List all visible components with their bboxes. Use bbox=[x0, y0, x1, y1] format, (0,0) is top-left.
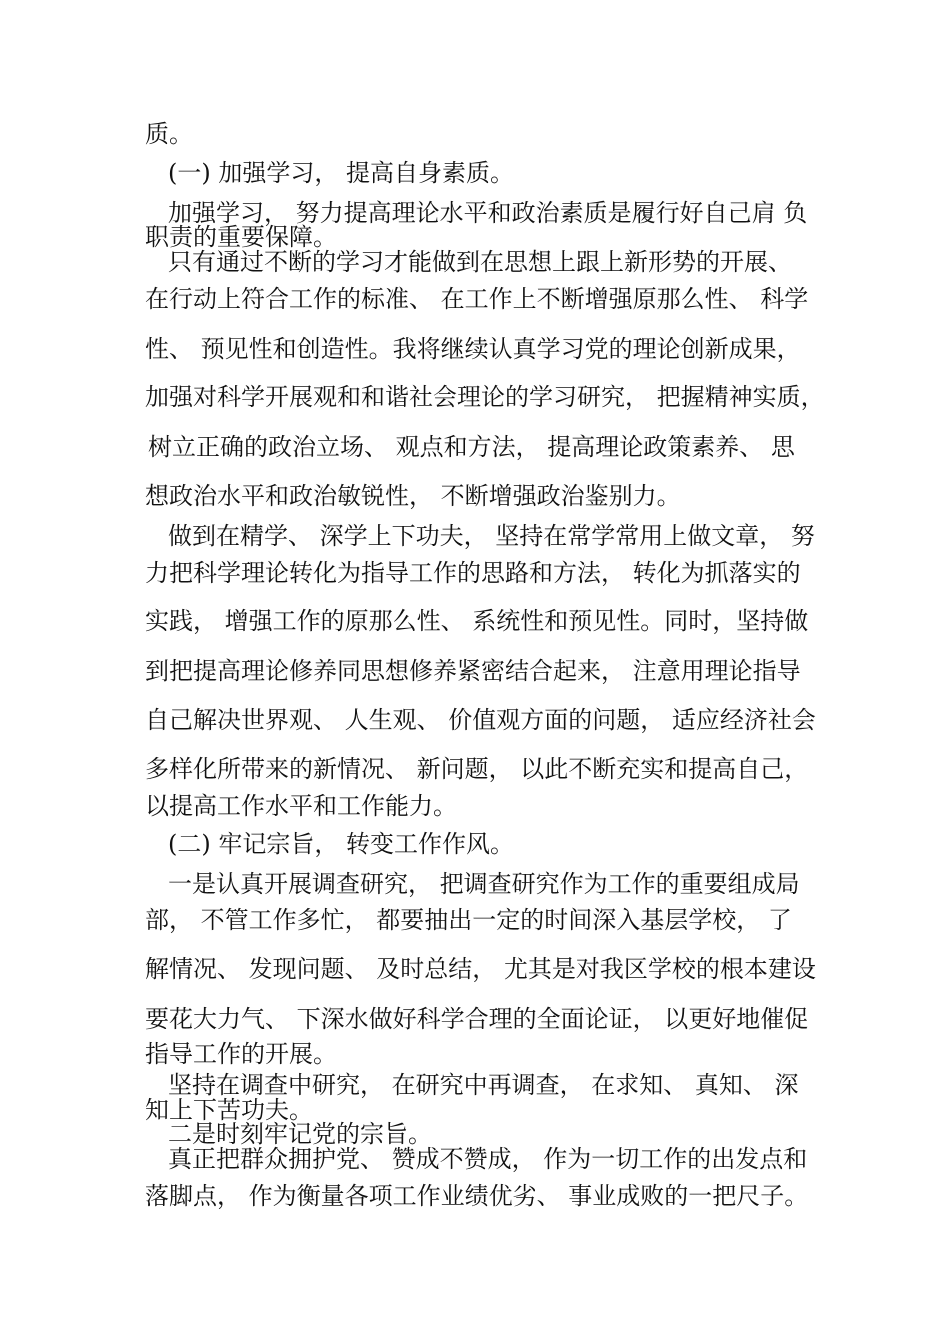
text-line-5: 只有通过不断的学习才能做到在思想上跟上新形势的开展、 bbox=[168, 248, 792, 276]
text-line-3: 加强学习， 努力提高理论水平和政治素质是履行好自己肩 负 bbox=[168, 199, 808, 227]
text-line-21: 解情况、 发现问题、 及时总结， 尤其是对我区学校的根本建设 bbox=[145, 955, 816, 983]
text-line-18: (二) 牢记宗旨， 转变工作作风。 bbox=[168, 830, 514, 858]
text-line-25: 知上下苦功夫。 bbox=[145, 1096, 313, 1124]
text-line-16: 多样化所带来的新情况、 新问题， 以此不断充实和提高自己， bbox=[145, 755, 809, 783]
text-line-24: 坚持在调查中研究， 在研究中再调查， 在求知、 真知、 深 bbox=[168, 1071, 799, 1099]
text-line-28: 落脚点， 作为衡量各项工作业绩优劣、 事业成败的一把尺子。 bbox=[145, 1182, 809, 1210]
text-line-11: 做到在精学、 深学上下功夫， 坚持在常学常用上做文章， 努 bbox=[168, 522, 815, 550]
text-line-17: 以提高工作水平和工作能力。 bbox=[145, 792, 457, 820]
text-line-19: 一是认真开展调查研究， 把调查研究作为工作的重要组成局 bbox=[168, 870, 800, 898]
text-line-22: 要花大力气、 下深水做好科学合理的全面论证， 以更好地催促 bbox=[145, 1005, 809, 1033]
text-line-2: (一) 加强学习， 提高自身素质。 bbox=[168, 159, 514, 187]
text-line-23: 指导工作的开展。 bbox=[145, 1040, 337, 1068]
text-line-4: 职责的重要保障。 bbox=[145, 223, 337, 251]
text-line-10: 想政治水平和政治敏锐性， 不断增强政治鉴别力。 bbox=[145, 482, 681, 510]
text-line-1: 质。 bbox=[145, 120, 193, 148]
text-line-26: 二是时刻牢记党的宗旨。 bbox=[168, 1120, 432, 1148]
text-line-13: 实践， 增强工作的原那么性、 系统性和预见性。同时，坚持做 bbox=[145, 607, 809, 635]
text-line-8: 加强对科学开展观和和谐社会理论的学习研究， 把握精神实质， bbox=[145, 383, 825, 411]
text-line-27: 真正把群众拥护党、 赞成不赞成， 作为一切工作的出发点和 bbox=[168, 1145, 808, 1173]
text-line-12: 力把科学理论转化为指导工作的思路和方法， 转化为抓落实的 bbox=[145, 559, 801, 587]
text-line-20: 部， 不管工作多忙， 都要抽出一定的时间深入基层学校， 了 bbox=[145, 906, 792, 934]
text-line-9: 树立正确的政治立场、 观点和方法， 提高理论政策素养、 思 bbox=[148, 433, 795, 461]
text-line-6: 在行动上符合工作的标准、 在工作上不断增强原那么性、 科学 bbox=[145, 285, 809, 313]
text-line-15: 自己解决世界观、 人生观、 价值观方面的问题， 适应经济社会 bbox=[145, 706, 816, 734]
text-line-7: 性、 预见性和创造性。我将继续认真学习党的理论创新成果， bbox=[145, 335, 801, 363]
text-line-14: 到把提高理论修养同思想修养紧密结合起来， 注意用理论指导 bbox=[145, 657, 801, 685]
